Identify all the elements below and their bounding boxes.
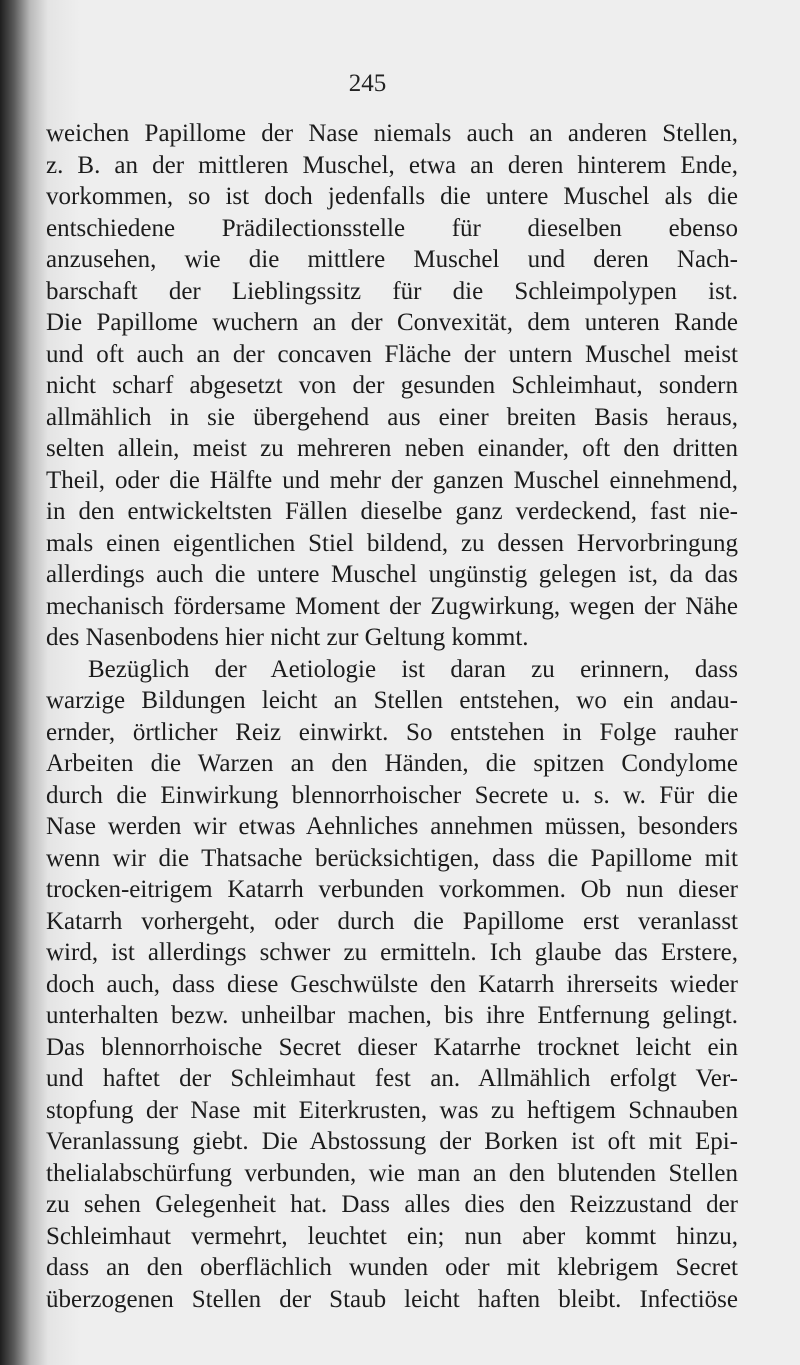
text-line: allmählich in sie übergehend aus einer breiten Basis heraus,	[46, 403, 738, 431]
text-line: Arbeiten die Warzen an den Händen, die spitzen Condylome	[46, 750, 738, 777]
text-line: zu sehen Gelegenheit hat. Dass alles dies den Reizzustand der	[46, 1191, 738, 1218]
text-line: durch die Einwirkung blennorrhoischer Secrete u. s. w. Für die	[46, 781, 738, 809]
text-line: wenn wir die Thatsache berücksichtigen, dass die Papillome mit	[46, 844, 738, 872]
text-line: stopfung der Nase mit Eiterkrusten, was zu heftigem Schnauben	[46, 1096, 738, 1124]
text-line: Bezüglich der Aetiologie ist daran zu erinnern, dass	[88, 655, 738, 683]
text-line: selten allein, meist zu mehreren neben einander, oft den dritten	[46, 435, 738, 462]
text-line: Die Papillome wuchern an der Convexität, dem unteren Rande	[46, 309, 738, 336]
text-line: Katarrh vorhergeht, oder durch die Papillome erst veranlasst	[46, 907, 738, 935]
text-line: unterhalten bezw. unheilbar machen, bis ihre Entfernung gelingt.	[46, 1002, 738, 1029]
text-line: und haftet der Schleimhaut fest an. Allmählich erfolgt Ver-	[46, 1065, 738, 1092]
text-line: Schleimhaut vermehrt, leuchtet ein; nun aber kommt hinzu,	[46, 1222, 738, 1250]
text-line: warzige Bildungen leicht an Stellen entstehen, wo ein andau-	[46, 687, 738, 714]
text-line: doch auch, dass diese Geschwülste den Katarrh ihrerseits wieder	[46, 970, 738, 998]
text-line: anzusehen, wie die mittlere Muschel und deren Nach-	[46, 246, 738, 273]
text-line: überzogenen Stellen der Staub leicht haften bleibt. Infectiöse	[46, 1285, 738, 1313]
text-line: Nase werden wir etwas Aehnliches annehmen müssen, besonders	[46, 813, 738, 840]
text-line: weichen Papillome der Nase niemals auch an anderen Stellen,	[46, 120, 738, 147]
text-line: Das blennorrhoische Secret dieser Katarrhe trocknet leicht ein	[46, 1033, 738, 1061]
text-line: mechanisch fördersame Moment der Zugwirkung, wegen der Nähe	[46, 592, 738, 620]
text-line: mals einen eigentlichen Stiel bildend, zu dessen Hervorbringung	[46, 529, 738, 557]
text-line: ernder, örtlicher Reiz einwirkt. So entstehen in Folge rauher	[46, 718, 738, 746]
text-line: z. B. an der mittleren Muschel, etwa an deren hinterem Ende,	[46, 151, 738, 179]
text-line: des Nasenbodens hier nicht zur Geltung kommt.	[46, 624, 529, 651]
text-line: entschiedene Prädilectionsstelle für dieselben ebenso	[46, 214, 738, 242]
text-line: wird, ist allerdings schwer zu ermitteln. Ich glaube das Erstere,	[46, 939, 738, 966]
body-text	[46, 118, 738, 1315]
text-line: barschaft der Lieblingssitz für die Schleimpolypen ist.	[46, 277, 738, 305]
page-number: 245	[348, 70, 387, 97]
text-line: und oft auch an der concaven Fläche der untern Muschel meist	[46, 340, 738, 368]
text-line: allerdings auch die untere Muschel ungünstig gelegen ist, da das	[46, 561, 738, 588]
text-line: trocken-eitrigem Katarrh verbunden vorkommen. Ob nun dieser	[46, 876, 738, 903]
text-line: in den entwickeltsten Fällen dieselbe ganz verdeckend, fast nie-	[46, 498, 738, 525]
text-line: vorkommen, so ist doch jedenfalls die untere Muschel als die	[46, 183, 738, 210]
text-line: nicht scharf abgesetzt von der gesunden Schleimhaut, sondern	[46, 372, 738, 399]
text-line: Veranlassung giebt. Die Abstossung der Borken ist oft mit Epi-	[46, 1128, 738, 1155]
text-line: thelialabschürfung verbunden, wie man an den blutenden Stellen	[46, 1159, 738, 1187]
text-line: Theil, oder die Hälfte und mehr der ganzen Muschel einnehmend,	[46, 466, 738, 494]
text-line: dass an den oberflächlich wunden oder mit klebrigem Secret	[46, 1254, 738, 1281]
